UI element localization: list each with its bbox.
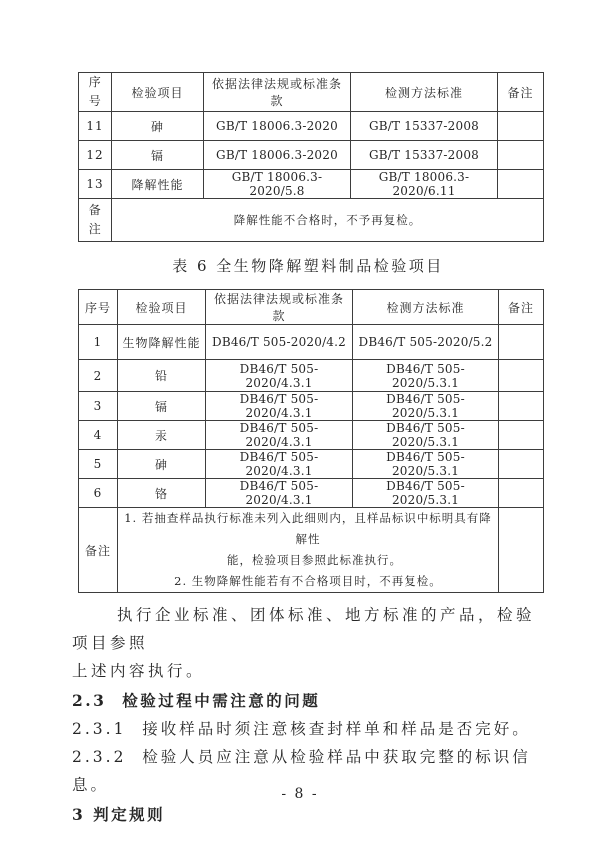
cell-item: 铬 — [118, 479, 206, 508]
cell-item: 镉 — [118, 392, 206, 421]
cell-remark — [499, 479, 544, 508]
cell-basis: DB46/T 505-2020/4.3.1 — [206, 421, 353, 450]
table-5 — [78, 72, 544, 242]
cell-remark — [499, 360, 544, 392]
header-no-label: 序号 — [88, 75, 102, 109]
table-row — [79, 360, 544, 392]
table-6-header-basis: 依据法律法规或标准条款 — [206, 290, 353, 325]
table-5-note-row — [79, 199, 544, 242]
table-row — [79, 450, 544, 479]
note-label-cell — [79, 199, 112, 242]
cell-no: 4 — [79, 421, 118, 450]
cell-no: 13 — [79, 170, 112, 199]
cell-basis: DB46/T 505-2020/4.3.1 — [206, 450, 353, 479]
table-5-header-row — [79, 73, 544, 112]
cell-remark — [499, 508, 544, 593]
table-6 — [78, 289, 544, 593]
paragraph-line: 上述内容执行。 — [72, 662, 206, 681]
page-number: - 8 - — [281, 786, 319, 802]
cell-basis: DB46/T 505-2020/4.2 — [206, 325, 353, 360]
note-label: 备注 — [88, 203, 102, 237]
cell-item: 汞 — [118, 421, 206, 450]
table-5-header-basis: 依据法律法规或标准条款 — [204, 73, 351, 112]
cell-item: 镉 — [112, 141, 204, 170]
cell-basis: GB/T 18006.3-2020/5.8 — [204, 170, 351, 199]
cell-method: GB/T 18006.3-2020/6.11 — [351, 170, 498, 199]
cell-remark — [498, 170, 544, 199]
table-row — [79, 325, 544, 360]
cell-item: 生物降解性能 — [118, 325, 206, 360]
cell-basis: GB/T 18006.3-2020 — [204, 141, 351, 170]
table-5-header-item: 检验项目 — [112, 73, 204, 112]
table-row — [79, 479, 544, 508]
heading-2-3: 2.3 检验过程中需注意的问题 — [72, 691, 321, 711]
table-6-title: 表 6 全生物降解塑料制品检验项目 — [172, 257, 444, 276]
table-5-header-no — [79, 73, 112, 112]
cell-remark — [498, 141, 544, 170]
cell-no: 3 — [79, 392, 118, 421]
table-row — [79, 170, 544, 199]
cell-remark — [499, 421, 544, 450]
cell-no: 1 — [79, 325, 118, 360]
cell-no: 5 — [79, 450, 118, 479]
table-6-header-method: 检测方法标准 — [353, 290, 499, 325]
cell-basis: DB46/T 505-2020/4.3.1 — [206, 479, 353, 508]
table-5-header-remark: 备注 — [498, 73, 544, 112]
cell-method: DB46/T 505-2020/5.3.1 — [353, 421, 499, 450]
cell-no: 11 — [79, 112, 112, 141]
table-6-header-item: 检验项目 — [118, 290, 206, 325]
table-6-header-row — [79, 290, 544, 325]
cell-no: 2 — [79, 360, 118, 392]
cell-basis: DB46/T 505-2020/4.3.1 — [206, 392, 353, 421]
table-row — [79, 392, 544, 421]
page-content — [72, 72, 544, 829]
cell-item: 砷 — [118, 450, 206, 479]
cell-item: 砷 — [112, 112, 204, 141]
paragraph-line: 执行企业标准、团体标准、地方标准的产品，检验项目参照 — [72, 606, 536, 653]
paragraph-execution — [72, 601, 544, 685]
item-2-3-1: 2.3.1 接收样品时须注意核查封样单和样品是否完好。 — [72, 720, 531, 739]
note-label-cell: 备注 — [79, 508, 118, 593]
table-5-note-text: 降解性能不合格时，不予再复检。 — [112, 199, 544, 242]
cell-method: GB/T 15337-2008 — [351, 141, 498, 170]
cell-item: 降解性能 — [112, 170, 204, 199]
cell-item: 铅 — [118, 360, 206, 392]
cell-remark — [498, 112, 544, 141]
table-row — [79, 141, 544, 170]
cell-method: GB/T 15337-2008 — [351, 112, 498, 141]
cell-method: DB46/T 505-2020/5.3.1 — [353, 392, 499, 421]
cell-method: DB46/T 505-2020/5.3.1 — [353, 479, 499, 508]
table-6-header-no: 序号 — [79, 290, 118, 325]
table-6-note-row — [79, 508, 544, 593]
table-6-header-remark: 备注 — [499, 290, 544, 325]
cell-method: DB46/T 505-2020/5.3.1 — [353, 450, 499, 479]
cell-remark — [499, 392, 544, 421]
cell-method: DB46/T 505-2020/5.3.1 — [353, 360, 499, 392]
note-line: 1. 若抽查样品执行标准未列入此细则内，且样品标识中标明具有降解性 — [124, 511, 492, 547]
table-6-note-text — [118, 508, 499, 593]
heading-3: 3 判定规则 — [72, 805, 166, 825]
item-2-3-2: 2.3.2 检验人员应注意从检验样品中获取完整的标识信息。 — [72, 748, 531, 795]
note-line: 能，检验项目参照此标准执行。 — [227, 553, 402, 568]
cell-no: 6 — [79, 479, 118, 508]
table-row — [79, 112, 544, 141]
cell-basis: DB46/T 505-2020/4.3.1 — [206, 360, 353, 392]
note-line: 2. 生物降解性能若有不合格项目时，不再复检。 — [174, 574, 442, 589]
table-row — [79, 421, 544, 450]
cell-remark — [499, 450, 544, 479]
cell-method: DB46/T 505-2020/5.2 — [353, 325, 499, 360]
cell-remark — [499, 325, 544, 360]
cell-no: 12 — [79, 141, 112, 170]
table-5-header-method: 检测方法标准 — [351, 73, 498, 112]
cell-basis: GB/T 18006.3-2020 — [204, 112, 351, 141]
